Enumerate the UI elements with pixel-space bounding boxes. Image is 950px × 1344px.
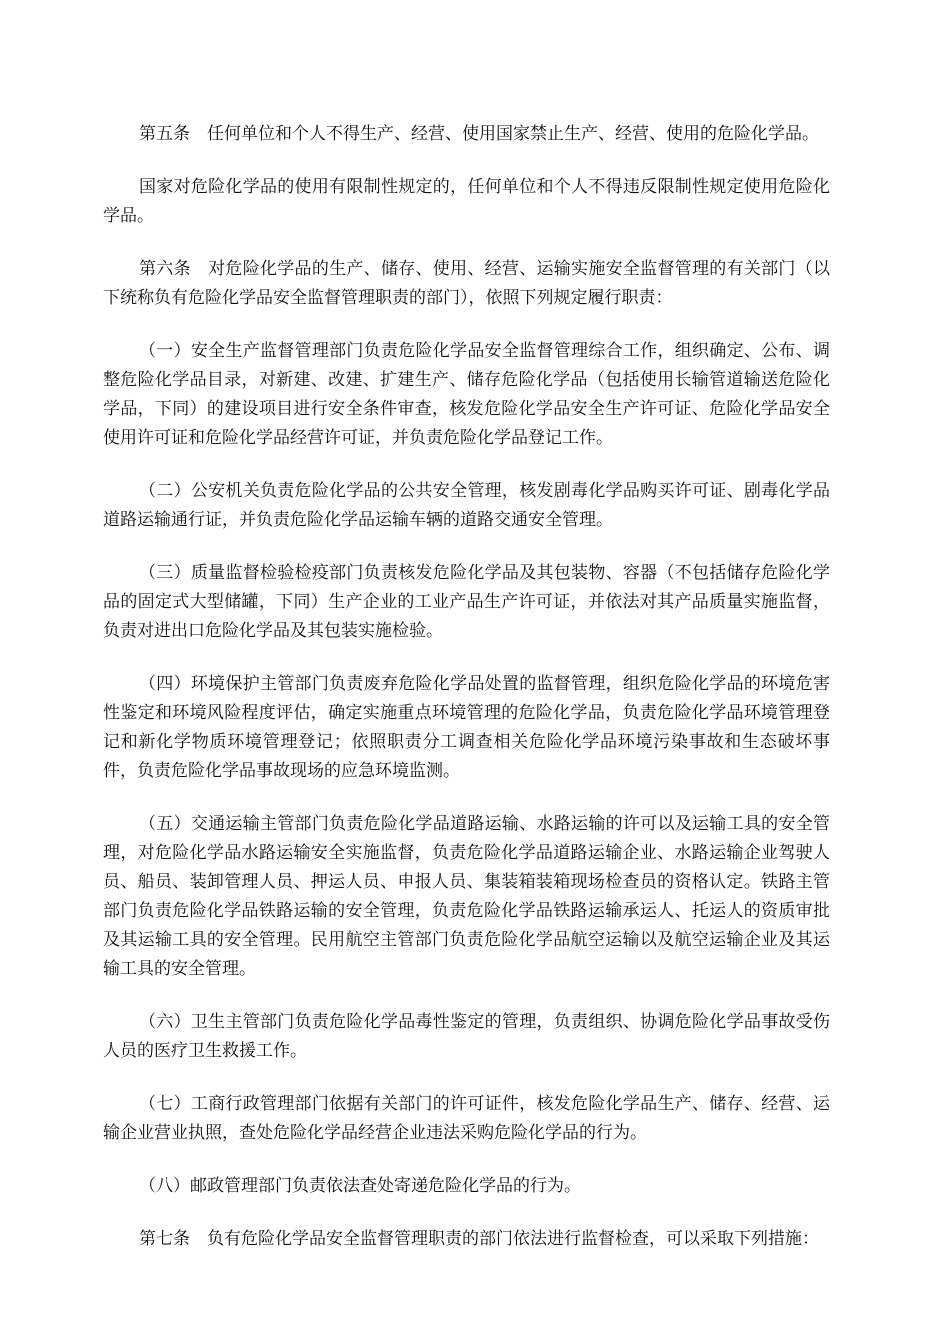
article-6-item-8: （八）邮政管理部门负责依法查处寄递危险化学品的行为。 — [139, 1176, 581, 1196]
article-6-item-3: （三）质量监督检验检疫部门负责核发危险化学品及其包装物、容器（不包括储存危险化学品的固定式大型储罐，下同）生产企业的工业产品生产许可证，并依法对其产品质量实施监督，负责对进出口危险化学品及其包装实施检验。 — [103, 563, 830, 641]
article-7-paragraph: 第七条 负有危险化学品安全监督管理职责的部门依法进行监督检查，可以采取下列措施： — [139, 1229, 819, 1249]
article-6-item-7: （七）工商行政管理部门依据有关部门的许可证件，核发危险化学品生产、储存、经营、运输企业营业执照，查处危险化学品经营企业违法采购危险化学品的行为。 — [103, 1094, 830, 1143]
article-6-item-5: （五）交通运输主管部门负责危险化学品道路运输、水路运输的许可以及运输工具的安全管理，对危险化学品水路运输安全实施监督，负责危险化学品道路运输企业、水路运输企业驾驶人员、船员、装卸管理人员、押运人员、申报人员、集装箱装箱现场检查员的资格认定。铁路主管部门负责危险化学品铁路运输的安全管理，负责危险化学品铁路运输承运人、托运人的资质审批及其运输工具的安全管理。民用航空主管部门负责危险化学品航空运输以及航空运输企业及其运输工具的安全管理。 — [103, 814, 830, 979]
article-6-paragraph: 第六条 对危险化学品的生产、储存、使用、经营、运输实施安全监督管理的有关部门（以下统称负有危险化学品安全监督管理职责的部门），依照下列规定履行职责： — [103, 259, 830, 308]
article-5-restriction-paragraph: 国家对危险化学品的使用有限制性规定的，任何单位和个人不得违反限制性规定使用危险化学品。 — [103, 177, 830, 226]
article-6-item-1: （一）安全生产监督管理部门负责危险化学品安全监督管理综合工作，组织确定、公布、调整危险化学品目录，对新建、改建、扩建生产、储存危险化学品（包括使用长输管道输送危险化学品，下同）的建设项目进行安全条件审查，核发危险化学品安全生产许可证、危险化学品安全使用许可证和危险化学品经营许可证，并负责危险化学品登记工作。 — [103, 341, 830, 448]
article-6-item-6: （六）卫生主管部门负责危险化学品毒性鉴定的管理，负责组织、协调危险化学品事故受伤人员的医疗卫生救援工作。 — [103, 1012, 830, 1061]
article-5-paragraph: 第五条 任何单位和个人不得生产、经营、使用国家禁止生产、经营、使用的危险化学品。 — [139, 124, 819, 144]
document-body — [103, 120, 830, 1278]
article-6-item-4: （四）环境保护主管部门负责废弃危险化学品处置的监督管理，组织危险化学品的环境危害性鉴定和环境风险程度评估，确定实施重点环境管理的危险化学品，负责危险化学品环境管理登记和新化学物质环境管理登记；依照职责分工调查相关危险化学品环境污染事故和生态破坏事件，负责危险化学品事故现场的应急环境监测。 — [103, 674, 830, 781]
article-6-item-2: （二）公安机关负责危险化学品的公共安全管理，核发剧毒化学品购买许可证、剧毒化学品道路运输通行证，并负责危险化学品运输车辆的道路交通安全管理。 — [103, 481, 830, 530]
